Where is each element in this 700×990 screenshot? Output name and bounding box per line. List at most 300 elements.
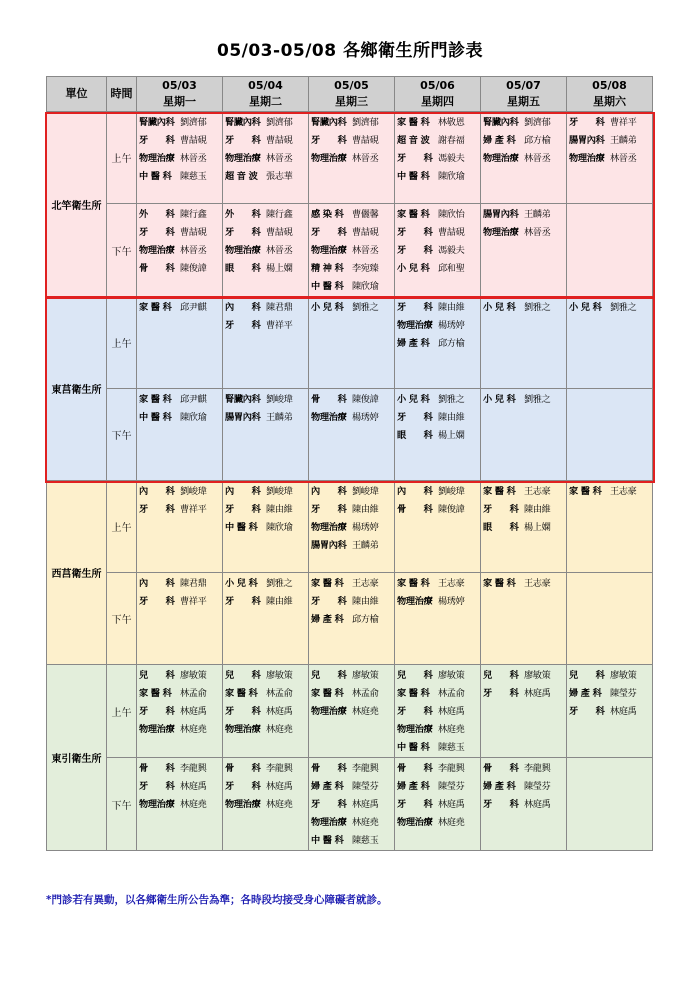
specialty: 物理治療 (311, 412, 347, 423)
clinic-entry (397, 796, 480, 814)
doctor-name: 陳瑩芬 (524, 781, 551, 792)
schedule-cell (137, 481, 223, 573)
clinic-entry (397, 778, 480, 796)
doctor-name: 劉峻瑋 (266, 486, 293, 497)
specialty: 內 科 (139, 578, 175, 589)
specialty: 牙 科 (225, 504, 261, 515)
clinic-entry (397, 575, 480, 593)
doctor-name: 劉峻瑋 (180, 486, 207, 497)
schedule-cell (309, 297, 395, 389)
specialty: 家 醫 科 (483, 486, 516, 497)
schedule-cell (309, 204, 395, 297)
doctor-name: 林孟俞 (180, 688, 207, 699)
specialty: 物理治療 (225, 245, 261, 256)
schedule-cell (395, 297, 481, 389)
clinic-entry (483, 760, 566, 778)
specialty: 物理治療 (139, 799, 175, 810)
doctor-name: 曹祥平 (180, 596, 207, 607)
schedule-cell (223, 481, 309, 573)
clinic-entry (397, 299, 480, 317)
clinic-entry (483, 299, 566, 317)
clinic-entry (397, 721, 480, 739)
specialty: 牙 科 (139, 596, 175, 607)
doctor-name: 劉濟郁 (180, 117, 207, 128)
clinic-entry (139, 483, 222, 501)
schedule-cell (567, 481, 653, 573)
doctor-name: 陳欣瑜 (180, 412, 207, 423)
clinic-entry (139, 760, 222, 778)
clinic-entry (483, 778, 566, 796)
period-label: 下午 (107, 204, 137, 297)
doctor-name: 林庭堯 (352, 706, 379, 717)
doctor-name: 李宛臻 (352, 263, 379, 274)
schedule-cell (223, 573, 309, 665)
clinic-entry (311, 519, 394, 537)
clinic-entry (225, 778, 308, 796)
specialty: 中 醫 科 (397, 742, 430, 753)
doctor-name: 陳欣瑜 (438, 171, 465, 182)
doctor-name: 邱方榆 (352, 614, 379, 625)
specialty: 外 科 (225, 209, 261, 220)
schedule-row (47, 573, 653, 665)
schedule-row (47, 297, 653, 389)
unit-name: 西莒衛生所 (47, 481, 107, 665)
clinic-entry (311, 832, 394, 850)
clinic-entry (139, 150, 222, 168)
clinic-entry (397, 483, 480, 501)
clinic-entry (311, 224, 394, 242)
specialty: 牙 科 (139, 706, 175, 717)
doctor-name: 陳慈玉 (352, 835, 379, 846)
day-header (137, 77, 223, 112)
clinic-entry (225, 760, 308, 778)
day-date: 05/05 (334, 79, 369, 92)
specialty: 家 醫 科 (397, 578, 430, 589)
clinic-entry (139, 299, 222, 317)
doctor-name: 曹喆硯 (266, 227, 293, 238)
specialty: 中 醫 科 (311, 835, 344, 846)
specialty: 小 兒 科 (397, 263, 430, 274)
clinic-entry (139, 667, 222, 685)
period-label: 下午 (107, 389, 137, 481)
doctor-name: 廖敏策 (438, 670, 465, 681)
doctor-name: 曹喆硯 (266, 135, 293, 146)
doctor-name: 曹喆硯 (352, 227, 379, 238)
doctor-name: 廖敏策 (352, 670, 379, 681)
doctor-name: 林庭堯 (352, 817, 379, 828)
clinic-entry (225, 593, 308, 611)
specialty: 超 音 波 (397, 135, 430, 146)
doctor-name: 林庭堯 (180, 724, 207, 735)
specialty: 內 科 (225, 486, 261, 497)
doctor-name: 林晉丞 (352, 153, 379, 164)
doctor-name: 林孟俞 (438, 688, 465, 699)
clinic-entry (225, 519, 308, 537)
page-title: 05/03-05/08 各鄉衛生所門診表 (216, 41, 484, 61)
doctor-name: 陳由維 (352, 504, 379, 515)
schedule-row (47, 665, 653, 758)
doctor-name: 楊上嫻 (438, 430, 465, 441)
clinic-entry (139, 260, 222, 278)
clinic-entry (483, 224, 566, 242)
clinic-entry (139, 703, 222, 721)
schedule-cell (481, 204, 567, 297)
doctor-name: 楊琇婷 (352, 522, 379, 533)
specialty: 牙 科 (397, 412, 433, 423)
doctor-name: 林晉丞 (266, 245, 293, 256)
clinic-entry (139, 114, 222, 132)
schedule-cell (137, 112, 223, 204)
clinic-entry (397, 739, 480, 757)
day-weekday: 星期一 (163, 95, 196, 108)
specialty: 牙 科 (483, 688, 519, 699)
specialty: 眼 科 (397, 430, 433, 441)
doctor-name: 陳欣瑜 (266, 522, 293, 533)
specialty: 牙 科 (483, 799, 519, 810)
specialty: 骨 科 (483, 763, 519, 774)
schedule-cell (567, 112, 653, 204)
clinic-entry (569, 703, 652, 721)
clinic-entry (397, 593, 480, 611)
specialty: 物理治療 (139, 245, 175, 256)
doctor-name: 陳由維 (524, 504, 551, 515)
specialty: 中 醫 科 (225, 522, 258, 533)
clinic-entry (397, 242, 480, 260)
clinic-entry (397, 391, 480, 409)
day-header (309, 77, 395, 112)
schedule-cell (309, 665, 395, 758)
doctor-name: 林晉丞 (352, 245, 379, 256)
clinic-entry (311, 409, 394, 427)
specialty: 骨 科 (311, 763, 347, 774)
clinic-entry (311, 299, 394, 317)
day-weekday: 星期四 (421, 95, 454, 108)
clinic-entry (139, 224, 222, 242)
clinic-entry (225, 575, 308, 593)
specialty: 牙 科 (311, 504, 347, 515)
specialty: 牙 科 (397, 245, 433, 256)
specialty: 內 科 (397, 486, 433, 497)
doctor-name: 曹喆硯 (352, 135, 379, 146)
clinic-entry (311, 703, 394, 721)
day-date: 05/06 (420, 79, 455, 92)
specialty: 物理治療 (397, 817, 433, 828)
specialty: 內 科 (139, 486, 175, 497)
clinic-entry (483, 150, 566, 168)
doctor-name: 林庭禹 (180, 781, 207, 792)
schedule-row (47, 758, 653, 851)
doctor-name: 楊上嫻 (524, 522, 551, 533)
doctor-name: 陳俊諱 (180, 263, 207, 274)
clinic-entry (139, 575, 222, 593)
clinic-entry (483, 519, 566, 537)
clinic-entry (397, 409, 480, 427)
specialty: 物理治療 (311, 706, 347, 717)
specialty: 家 醫 科 (225, 688, 258, 699)
doctor-name: 劉雅之 (524, 394, 551, 405)
doctor-name: 廖敏策 (180, 670, 207, 681)
specialty: 小 兒 科 (397, 394, 430, 405)
schedule-cell (223, 389, 309, 481)
clinic-entry (225, 132, 308, 150)
clinic-entry (569, 685, 652, 703)
specialty: 兒 科 (483, 670, 519, 681)
clinic-entry (569, 483, 652, 501)
schedule-cell (395, 573, 481, 665)
specialty: 物理治療 (483, 227, 519, 238)
doctor-name: 林庭禹 (180, 706, 207, 717)
clinic-entry (311, 114, 394, 132)
schedule-cell (137, 573, 223, 665)
specialty: 家 醫 科 (397, 209, 430, 220)
specialty: 腸胃內科 (311, 540, 347, 551)
clinic-entry (225, 260, 308, 278)
schedule-cell (223, 112, 309, 204)
doctor-name: 曹喆硯 (438, 227, 465, 238)
doctor-name: 劉雅之 (610, 302, 637, 313)
doctor-name: 林庭禹 (524, 799, 551, 810)
doctor-name: 陳欣怡 (438, 209, 465, 220)
specialty: 婦 產 科 (397, 781, 430, 792)
specialty: 牙 科 (139, 135, 175, 146)
specialty: 牙 科 (397, 706, 433, 717)
doctor-name: 陳慈玉 (438, 742, 465, 753)
unit-header: 單位 (47, 77, 107, 112)
specialty: 物理治療 (139, 153, 175, 164)
schedule-cell (567, 758, 653, 851)
specialty: 婦 產 科 (483, 135, 516, 146)
clinic-entry (397, 132, 480, 150)
doctor-name: 陳由維 (352, 596, 379, 607)
specialty: 精 神 科 (311, 263, 344, 274)
specialty: 腸胃內科 (225, 412, 261, 423)
clinic-entry (397, 427, 480, 445)
specialty: 物理治療 (225, 724, 261, 735)
clinic-entry (225, 483, 308, 501)
specialty: 牙 科 (569, 117, 605, 128)
schedule-cell (309, 481, 395, 573)
doctor-name: 林晉丞 (610, 153, 637, 164)
clinic-entry (569, 299, 652, 317)
clinic-entry (139, 685, 222, 703)
specialty: 腎臟內科 (139, 117, 175, 128)
clinic-entry (311, 150, 394, 168)
doctor-name: 王麟弟 (524, 209, 551, 220)
doctor-name: 陳瑩芬 (352, 781, 379, 792)
clinic-entry (139, 796, 222, 814)
specialty: 牙 科 (225, 781, 261, 792)
clinic-entry (225, 168, 308, 186)
specialty: 兒 科 (397, 670, 433, 681)
specialty: 物理治療 (311, 522, 347, 533)
specialty: 婦 產 科 (311, 781, 344, 792)
clinic-entry (139, 206, 222, 224)
doctor-name: 林晉丞 (524, 227, 551, 238)
schedule-cell (567, 665, 653, 758)
schedule-cell (137, 204, 223, 297)
doctor-name: 王麟弟 (266, 412, 293, 423)
schedule-cell (481, 297, 567, 389)
doctor-name: 馮毅夫 (438, 245, 465, 256)
doctor-name: 林庭堯 (266, 799, 293, 810)
clinic-entry (569, 114, 652, 132)
time-header: 時間 (107, 77, 137, 112)
specialty: 感 染 科 (311, 209, 344, 220)
doctor-name: 邱方榆 (438, 338, 465, 349)
period-label: 上午 (107, 665, 137, 758)
schedule-table (46, 76, 653, 851)
specialty: 家 醫 科 (139, 394, 172, 405)
clinic-entry (397, 667, 480, 685)
specialty: 牙 科 (225, 227, 261, 238)
schedule-cell (567, 297, 653, 389)
specialty: 家 醫 科 (397, 117, 430, 128)
schedule-cell (481, 481, 567, 573)
doctor-name: 林庭禹 (610, 706, 637, 717)
clinic-entry (311, 814, 394, 832)
clinic-entry (483, 685, 566, 703)
clinic-entry (311, 260, 394, 278)
clinic-entry (483, 206, 566, 224)
doctor-name: 林庭禹 (438, 799, 465, 810)
doctor-name: 劉雅之 (524, 302, 551, 313)
period-label: 上午 (107, 481, 137, 573)
doctor-name: 邱尹麒 (180, 302, 207, 313)
doctor-name: 謝春福 (438, 135, 465, 146)
doctor-name: 邱方榆 (524, 135, 551, 146)
specialty: 牙 科 (569, 706, 605, 717)
specialty: 牙 科 (397, 227, 433, 238)
specialty: 家 醫 科 (311, 688, 344, 699)
doctor-name: 曹祥平 (180, 504, 207, 515)
doctor-name: 曹祥平 (610, 117, 637, 128)
specialty: 家 醫 科 (139, 688, 172, 699)
schedule-cell (567, 573, 653, 665)
doctor-name: 李龍興 (266, 763, 293, 774)
specialty: 骨 科 (139, 263, 175, 274)
clinic-entry (569, 150, 652, 168)
specialty: 牙 科 (483, 504, 519, 515)
specialty: 中 醫 科 (139, 412, 172, 423)
specialty: 牙 科 (225, 706, 261, 717)
doctor-name: 陳俊諱 (352, 394, 379, 405)
specialty: 牙 科 (225, 320, 261, 331)
clinic-entry (397, 168, 480, 186)
doctor-name: 曹儷馨 (352, 209, 379, 220)
specialty: 牙 科 (311, 799, 347, 810)
period-label: 下午 (107, 758, 137, 851)
doctor-name: 李龍興 (524, 763, 551, 774)
clinic-entry (397, 703, 480, 721)
doctor-name: 曹喆硯 (180, 135, 207, 146)
specialty: 小 兒 科 (569, 302, 602, 313)
clinic-entry (483, 132, 566, 150)
specialty: 物理治療 (569, 153, 605, 164)
specialty: 物理治療 (397, 596, 433, 607)
doctor-name: 劉濟郁 (352, 117, 379, 128)
doctor-name: 曹喆硯 (180, 227, 207, 238)
specialty: 牙 科 (397, 153, 433, 164)
specialty: 超 音 波 (225, 171, 258, 182)
specialty: 家 醫 科 (483, 578, 516, 589)
specialty: 小 兒 科 (311, 302, 344, 313)
period-label: 上午 (107, 112, 137, 204)
clinic-entry (483, 391, 566, 409)
specialty: 腎臟內科 (483, 117, 519, 128)
doctor-name: 張志華 (266, 171, 293, 182)
specialty: 腸胃內科 (483, 209, 519, 220)
clinic-entry (569, 132, 652, 150)
doctor-name: 陳俊諱 (438, 504, 465, 515)
specialty: 物理治療 (225, 799, 261, 810)
specialty: 牙 科 (311, 227, 347, 238)
clinic-entry (483, 114, 566, 132)
schedule-row (47, 481, 653, 573)
specialty: 物理治療 (397, 320, 433, 331)
schedule-cell (481, 389, 567, 481)
doctor-name: 劉濟郁 (266, 117, 293, 128)
clinic-entry (483, 483, 566, 501)
specialty: 骨 科 (139, 763, 175, 774)
clinic-entry (139, 778, 222, 796)
schedule-cell (309, 389, 395, 481)
clinic-entry (397, 150, 480, 168)
doctor-name: 林庭堯 (438, 817, 465, 828)
clinic-entry (311, 501, 394, 519)
unit-name: 北竿衛生所 (47, 112, 107, 297)
doctor-name: 林孟俞 (266, 688, 293, 699)
clinic-entry (225, 409, 308, 427)
clinic-entry (311, 483, 394, 501)
doctor-name: 陳慈玉 (180, 171, 207, 182)
clinic-entry (139, 168, 222, 186)
doctor-name: 林晉丞 (180, 153, 207, 164)
clinic-entry (397, 317, 480, 335)
clinic-entry (311, 206, 394, 224)
specialty: 小 兒 科 (483, 302, 516, 313)
specialty: 家 醫 科 (139, 302, 172, 313)
schedule-cell (309, 112, 395, 204)
specialty: 家 醫 科 (569, 486, 602, 497)
clinic-entry (311, 278, 394, 296)
clinic-entry (311, 242, 394, 260)
day-header (223, 77, 309, 112)
clinic-entry (311, 593, 394, 611)
day-weekday: 星期五 (507, 95, 540, 108)
clinic-entry (139, 593, 222, 611)
clinic-entry (397, 814, 480, 832)
clinic-entry (225, 667, 308, 685)
doctor-name: 王志豪 (438, 578, 465, 589)
schedule-cell (223, 758, 309, 851)
specialty: 物理治療 (311, 245, 347, 256)
day-header (567, 77, 653, 112)
specialty: 家 醫 科 (311, 578, 344, 589)
schedule-cell (481, 112, 567, 204)
specialty: 牙 科 (225, 135, 261, 146)
doctor-name: 曹祥平 (266, 320, 293, 331)
doctor-name: 陳由維 (438, 302, 465, 313)
doctor-name: 林庭禹 (266, 781, 293, 792)
day-header (395, 77, 481, 112)
clinic-entry (225, 317, 308, 335)
specialty: 眼 科 (483, 522, 519, 533)
schedule-cell (137, 758, 223, 851)
doctor-name: 陳瑩芬 (438, 781, 465, 792)
specialty: 婦 產 科 (397, 338, 430, 349)
specialty: 小 兒 科 (225, 578, 258, 589)
clinic-entry (311, 575, 394, 593)
